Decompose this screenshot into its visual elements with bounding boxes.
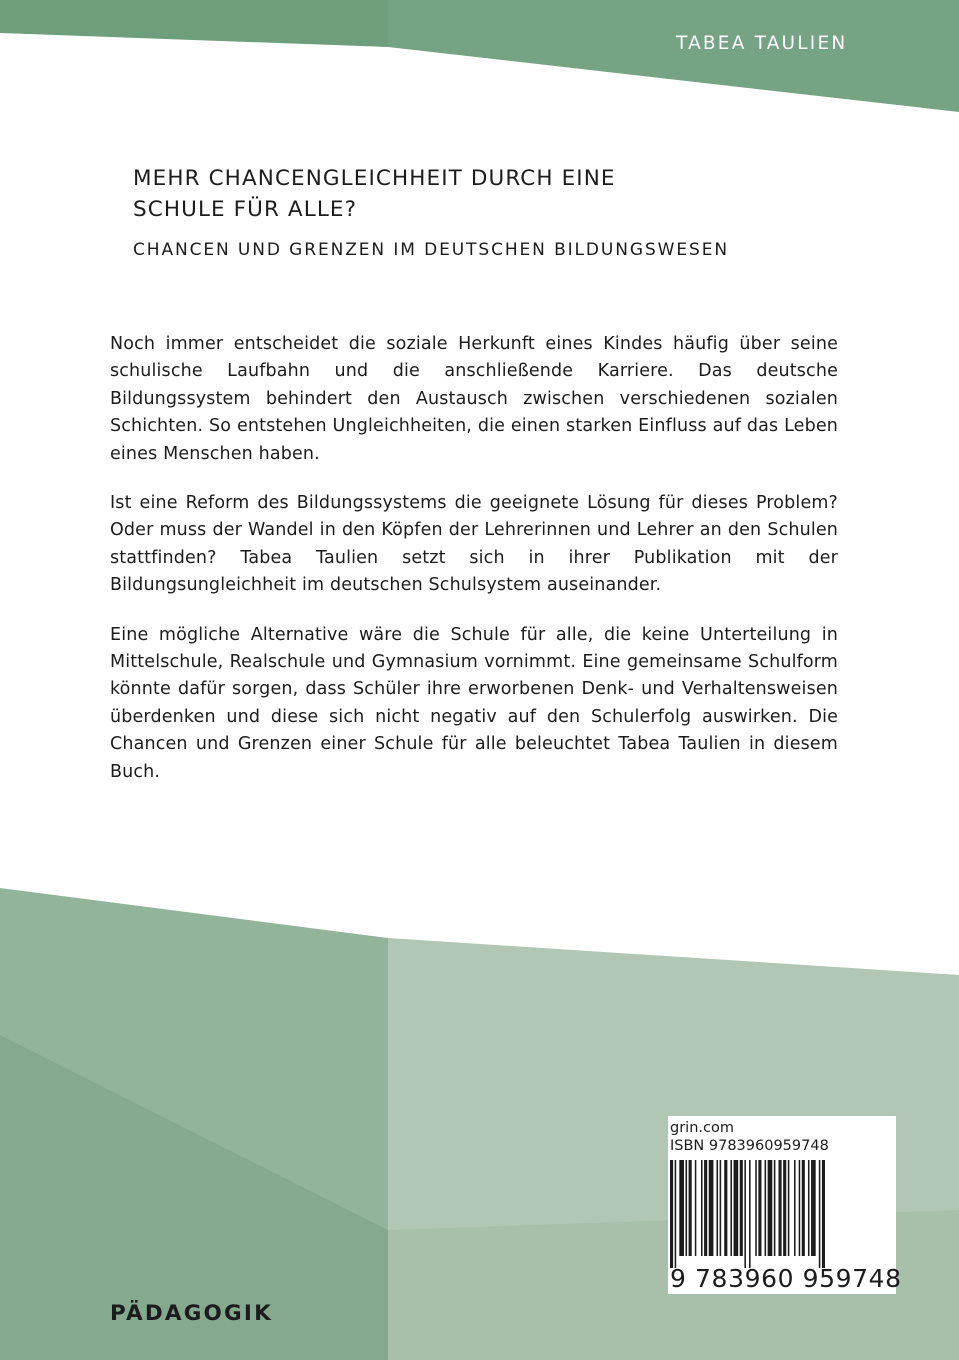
barcode-bar (717, 1160, 719, 1256)
isbn-label: ISBN 9783960959748 (670, 1138, 829, 1154)
blurb-paragraph-2: Ist eine Reform des Bildungssystems die geeignete Lösung für dieses Problem? Oder muss der Wandel in den Köpfen der Lehrerinnen und Lehrer an den Schulen stattfinden? Tabea Taulien setzt sich in ihrer Publikation mit der Bildungsungleichheit im deutschen Schulsystem auseinander. (110, 493, 838, 596)
barcode-bar (811, 1160, 816, 1256)
barcode-bar (765, 1160, 767, 1256)
barcode-bar (744, 1160, 746, 1268)
barcode-bar (783, 1160, 786, 1256)
blurb-paragraph-1: Noch immer entscheidet die soziale Herkunft eines Kindes häufig über seine schulische Laufbahn und die anschließende Karriere. Das deutsche Bildungssystem behindert den Austausch zwischen verschiedenen sozialen Schichten. So entstehen Ungleichheiten, die einen starken Einfluss auf das Leben eines Menschen haben. (110, 334, 838, 464)
publisher-url: grin.com (670, 1120, 734, 1136)
barcode-bar (675, 1160, 677, 1268)
barcode-bar (802, 1160, 805, 1256)
barcode-bar (740, 1160, 743, 1256)
blurb-paragraph-3: Eine mögliche Alternative wäre die Schule für alle, die keine Unterteilung in Mittelschule, Realschule und Gymnasium vornimmt. Eine gemeinsame Schulform könnte dafür sorgen, dass Schüler ihre erworbenen Denk- und Verhaltensweisen überdenken und diese sich nicht negativ auf den Schulerfolg auswirken. Die Chancen und Grenzen einer Schule für alle beleuchtet Tabea Taulien in diesem Buch. (110, 624, 838, 782)
barcode-bar (724, 1160, 727, 1256)
barcode-bar (701, 1160, 703, 1256)
book-title: MEHR CHANCENGLEICHHEIT DURCH EINE SCHULE FÜR ALLE? (133, 166, 616, 222)
blurb (110, 331, 838, 808)
barcode-bar (788, 1160, 790, 1256)
barcode-block (668, 1116, 902, 1294)
barcode-bar (720, 1160, 722, 1256)
barcode-bar (774, 1160, 776, 1256)
barcode-bar (799, 1160, 801, 1256)
barcode-bar (670, 1160, 673, 1268)
book-subtitle: CHANCEN UND GRENZEN IM DEUTSCHEN BILDUNGSWESEN (133, 240, 729, 260)
barcode-digits: 9 783960 959748 (670, 1264, 902, 1293)
barcode-bar (768, 1160, 773, 1256)
barcode-bar (734, 1160, 739, 1256)
barcode-bar (689, 1160, 692, 1256)
barcode-bar (822, 1160, 825, 1268)
top-band-left (0, 0, 388, 47)
barcode-bar (755, 1160, 757, 1256)
barcode-bar (808, 1160, 810, 1256)
barcode-bar (758, 1160, 761, 1256)
barcode-bar (704, 1160, 707, 1256)
barcode-bar (794, 1160, 796, 1256)
barcode-bar (709, 1160, 714, 1256)
barcode-bar (679, 1160, 684, 1256)
barcode-bar (730, 1160, 732, 1256)
barcode-bar (686, 1160, 688, 1256)
barcode-bar (819, 1160, 821, 1268)
author-name: TABEA TAULIEN (676, 33, 848, 54)
barcode-bar (779, 1160, 782, 1256)
barcode-icon (668, 1160, 896, 1270)
barcode-bar (695, 1160, 697, 1256)
barcode-bar (749, 1160, 751, 1268)
category-label: PÄDAGOGIK (110, 1301, 273, 1326)
top-band-right (388, 0, 959, 112)
